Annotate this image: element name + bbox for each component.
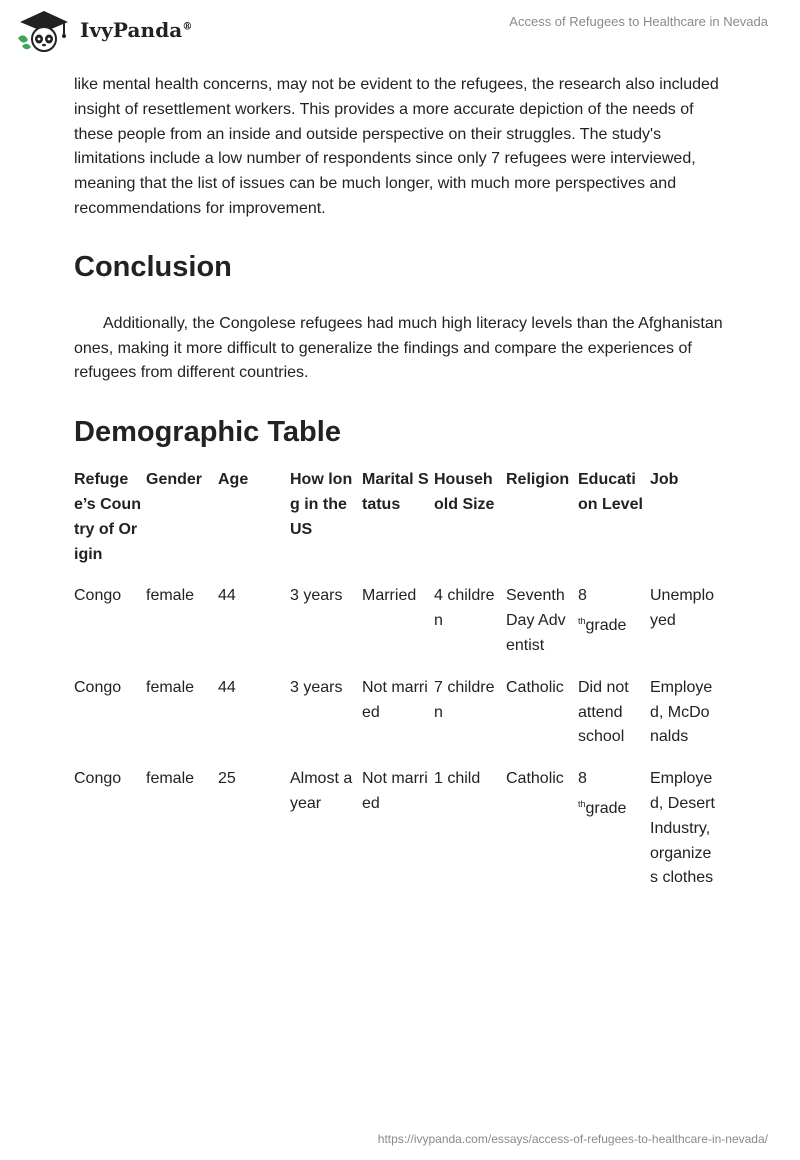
cell-time-in-us: 3 years: [290, 678, 343, 696]
conclusion-heading: Conclusion: [74, 250, 232, 283]
education-number: 8: [578, 770, 587, 788]
col-header-household-size: Household Size: [434, 471, 495, 513]
brand-logo[interactable]: [14, 8, 192, 52]
cell-household-size: 1 child: [434, 770, 481, 788]
cell-education: [578, 767, 650, 908]
page-header: [0, 0, 800, 70]
cell-job: Unemployed: [650, 587, 715, 630]
education-number: 8: [578, 587, 587, 605]
col-header-age: Age: [218, 471, 249, 489]
conclusion-paragraph: Additionally, the Congolese refugees had much high literacy levels than the Afghanistan ones, making it more difficult to generalize the findings and compare the experiences of refugees from different countries.: [74, 314, 723, 382]
demographic-table-heading: Demographic Table: [74, 416, 341, 449]
cell-job: Employed, Desert Industry, organizes clothes: [650, 770, 715, 887]
ordinal-suffix: th: [578, 616, 586, 627]
col-header-gender: Gender: [146, 471, 203, 489]
cell-household-size: 7 children: [434, 678, 495, 721]
cell-gender: female: [146, 678, 195, 696]
col-header-religion: Religion: [506, 471, 570, 489]
col-header-job: Job: [650, 471, 679, 489]
cell-age: 25: [218, 770, 236, 788]
table-row: [74, 767, 722, 908]
cell-country: Congo: [74, 770, 122, 788]
demographic-table: [74, 468, 722, 908]
table-header-row: [74, 468, 722, 584]
cell-country: Congo: [74, 587, 122, 605]
cell-marital-status: Married: [362, 587, 417, 605]
col-header-country: Refugee’s Country of Origin: [74, 471, 141, 563]
cell-religion: Catholic: [506, 770, 564, 788]
cell-gender: female: [146, 770, 195, 788]
cell-marital-status: Not married: [362, 678, 428, 721]
document-title: Access of Refugees to Healthcare in Nevada: [509, 14, 768, 29]
cell-time-in-us: Almost a year: [290, 770, 353, 812]
cell-marital-status: Not married: [362, 770, 428, 812]
cell-job: Employed, McDonalds: [650, 678, 713, 746]
cell-age: 44: [218, 678, 236, 696]
education-grade-word: grade: [585, 799, 627, 817]
cell-time-in-us: 3 years: [290, 587, 343, 605]
cell-religion: Catholic: [506, 678, 564, 696]
col-header-education: Education Level: [578, 471, 643, 513]
brand-name: IvyPanda®: [80, 18, 193, 42]
cell-age: 44: [218, 587, 236, 605]
ordinal-suffix: th: [578, 798, 586, 809]
source-url-link[interactable]: https://ivypanda.com/essays/access-of-refugees-to-healthcare-in-nevada/: [377, 1132, 768, 1146]
education-grade-word: grade: [585, 617, 627, 635]
table-row: [74, 584, 722, 675]
panda-graduate-icon: [14, 8, 74, 52]
col-header-time-in-us: How long in the US: [290, 471, 353, 538]
intro-paragraph: like mental health concerns, may not be evident to the refugees, the research also included insight of resettlement workers. This provides a more accurate depiction of the needs of these people from an inside and outside perspective on their struggles. The study's limitations include a low number of respondents since only 7 refugees were interviewed, meaning that the list of issues can be much longer, with much more perspectives and recommendations for improvement.: [74, 76, 719, 217]
cell-gender: female: [146, 587, 195, 605]
table-row: [74, 676, 722, 767]
cell-religion: Seventh Day Adventist: [506, 587, 566, 654]
cell-household-size: 4 children: [434, 587, 495, 630]
cell-country: Congo: [74, 678, 122, 696]
article-body: [74, 73, 734, 908]
cell-education: Did not attend school: [578, 678, 629, 746]
cell-education: [578, 584, 650, 675]
col-header-marital-status: Marital Status: [362, 471, 429, 513]
